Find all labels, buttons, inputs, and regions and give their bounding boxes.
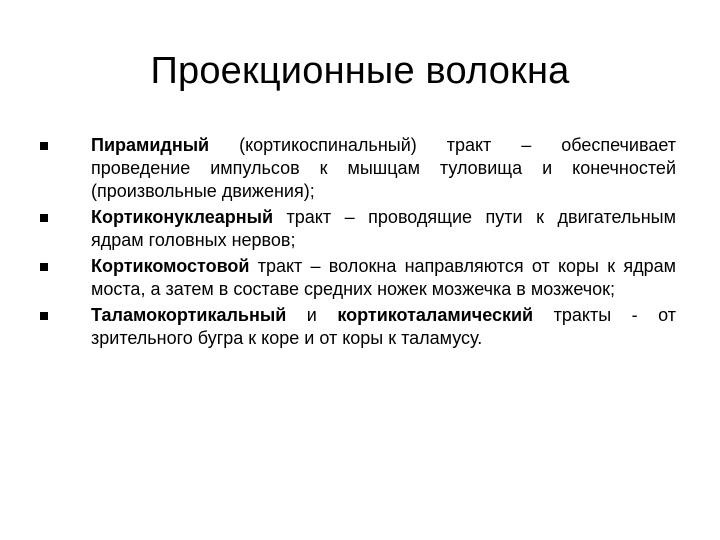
item-connector: и xyxy=(286,305,338,325)
square-bullet-icon xyxy=(40,312,48,320)
term-corticothalamic: кортикоталамический xyxy=(337,305,534,325)
square-bullet-icon xyxy=(40,263,48,271)
item-text: тракт – проводящие пути к двигательным ядрам головных нервов; xyxy=(91,207,676,250)
term-pyramidal: Пирамидный xyxy=(91,135,210,155)
list-item-corticonuclear xyxy=(40,206,676,252)
bullet-list xyxy=(40,134,676,353)
item-text: (кортикоспинальный) тракт – обеспечивает проведение импульсов к мышцам туловища и конечностей (произвольные движения); xyxy=(91,135,676,201)
slide-title: Проекционные волокна xyxy=(150,50,570,92)
term-thalamocortical: Таламокортикальный xyxy=(91,305,287,325)
list-item-pyramidal xyxy=(40,134,676,203)
term-corticopontine: Кортикомостовой xyxy=(91,256,250,276)
list-item-corticopontine xyxy=(40,255,676,301)
list-item-thalamocortical xyxy=(40,304,676,350)
square-bullet-icon xyxy=(40,214,48,222)
square-bullet-icon xyxy=(40,142,48,150)
item-text: тракт – волокна направляются от коры к ядрам моста, а затем в составе средних ножек мозжечка в мозжечок; xyxy=(91,256,676,299)
term-corticonuclear: Кортиконуклеарный xyxy=(91,207,274,227)
item-text: тракты - от зрительного бугра к коре и от коры к таламусу. xyxy=(91,305,676,348)
